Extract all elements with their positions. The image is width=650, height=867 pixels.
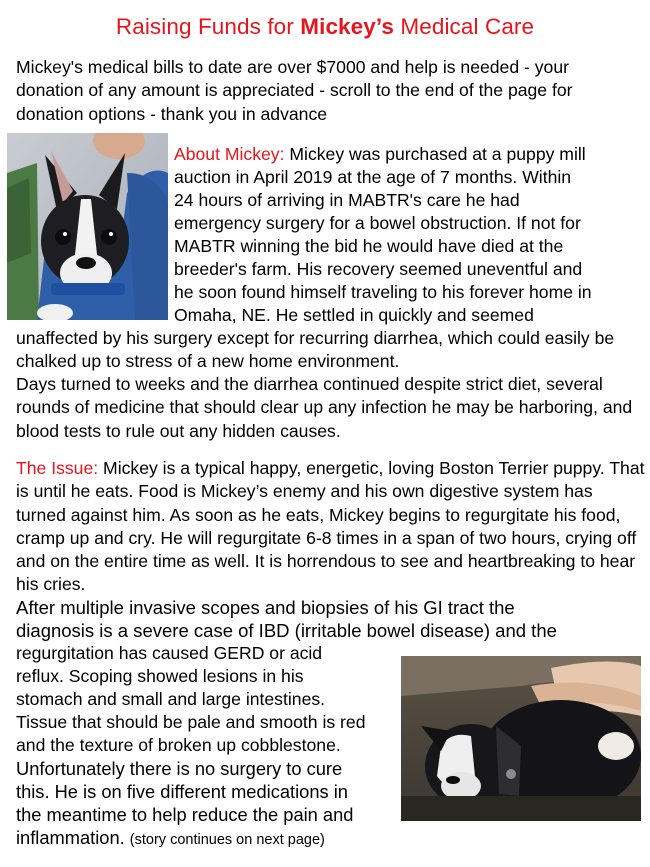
about-line-7: he soon found himself traveling to his forever home in (174, 282, 592, 302)
title-prefix: Raising Funds for (115, 14, 301, 39)
about-line-1: About Mickey: Mickey was purchased at a puppy mill (174, 144, 586, 164)
about-line-4: emergency surgery for a bowel obstruction. If not for (174, 213, 581, 233)
diagnosis-wrap-9: inflammation. (story continues on next page) (16, 827, 325, 848)
title-name: Mickey’s (300, 14, 395, 39)
mickey-held-photo (7, 133, 168, 320)
diagnosis-wrap-3: stomach and small and large intestines. (16, 689, 326, 709)
diagnosis-wrap-6: Unfortunately there is no surgery to cure (16, 758, 343, 779)
about-line-2: auction in April 2019 at the age of 7 months. Within (174, 167, 572, 187)
diagnosis-line-2: diagnosis is a severe case of IBD (irritable bowel disease) and the (16, 620, 557, 641)
title-suffix: Medical Care (394, 14, 535, 39)
intro-paragraph: Mickey's medical bills to date are over $7000 and help is needed - your donation of any amount is appreciated - scroll to the end of the page for donation options - thank you in advance (16, 57, 573, 124)
diagnosis-wrap-5: and the texture of broken up cobblestone. (16, 735, 341, 755)
diagnosis-wrap-1: regurgitation has caused GERD or acid (16, 643, 323, 663)
issue-paragraph: The Issue: Mickey is a typical happy, energetic, loving Boston Terrier puppy. That is until he eats. Food is Mickey’s enemy and his own digestive system has turned against him. As soon as he eats, Mickey begins to regurgitate his food, cramp up and cry. He will regurgitate 6-8 times in a span of two hours, crying off and on the entire time as well. It is horrendous to see and heartbreaking to hear his cries. (16, 458, 645, 595)
diagnosis-line-1: After multiple invasive scopes and biopsies of his GI tract the (16, 597, 515, 618)
continues-note: (story continues on next page) (129, 832, 325, 848)
mickey-held-image (7, 133, 168, 320)
diagnosis-wrap-8: the meantime to help reduce the pain and (16, 804, 354, 825)
about-line-5: MABTR winning the bid he would have died at the (174, 236, 564, 256)
diagnosis-wrap-4: Tissue that should be pale and smooth is red (16, 712, 366, 732)
about-heading: About Mickey: (174, 144, 285, 164)
about-line-8: Omaha, NE. He settled in quickly and seemed (174, 305, 534, 325)
mickey-sleeping-image (401, 656, 641, 821)
page-title (0, 14, 650, 40)
diagnosis-wrap-2: reflux. Scoping showed lesions in his (16, 666, 304, 686)
mickey-sleeping-photo (401, 656, 641, 821)
about-line-6: breeder's farm. His recovery seemed uneventful and (174, 259, 583, 279)
about-continuation: unaffected by his surgery except for recurring diarrhea, which could easily be chalked up to stress of a new home environment. (16, 328, 615, 372)
issue-heading: The Issue: (16, 458, 99, 478)
about-paragraph-2: Days turned to weeks and the diarrhea continued despite strict diet, several rounds of medicine that should clear up any infection he may be harboring, and blood tests to rule out any hidden causes. (16, 374, 633, 441)
diagnosis-wrap-7: this. He is on five different medications in (16, 781, 348, 802)
about-line-3: 24 hours of arriving in MABTR's care he had (174, 190, 520, 210)
